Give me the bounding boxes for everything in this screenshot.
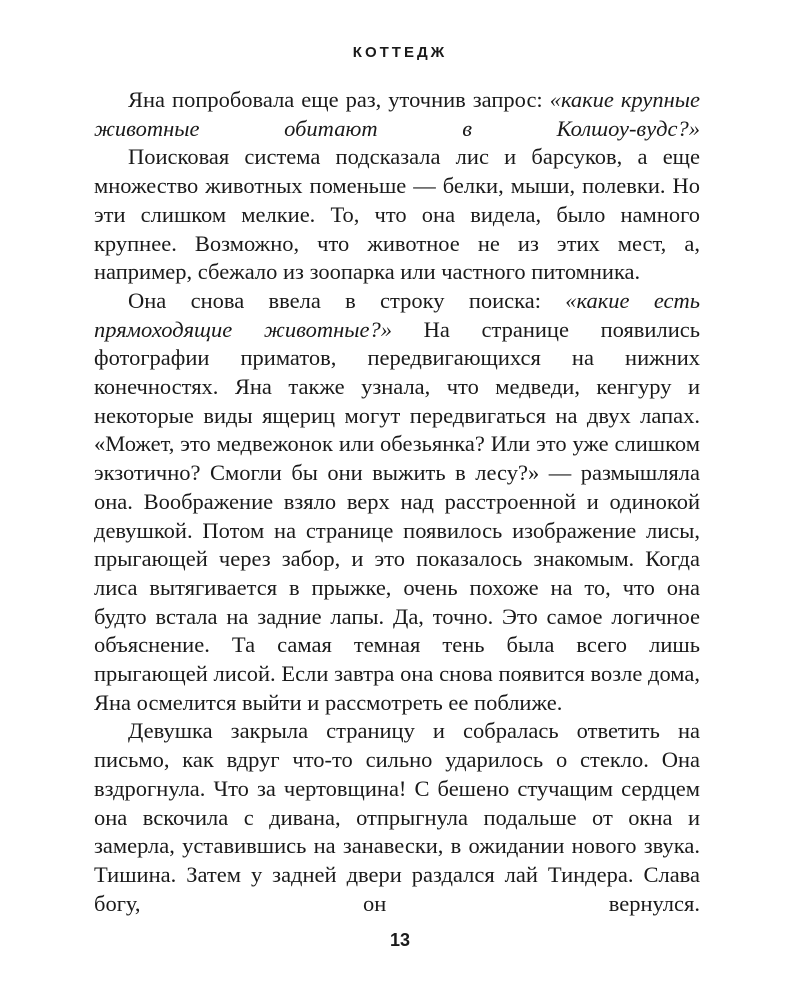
paragraph (94, 86, 700, 143)
italic-query: «какие есть прямоходящие животные?» (94, 287, 700, 342)
paragraph-text: Девушка закрыла страницу и собралась ответить на письмо, как вдруг что-то сильно ударилось о стекло. Она вздрогнула. Что за чертовщина! С бешено стучащим сердцем она вскочила с дивана, отпрыгнула подальше от окна и замерла, уставившись на занавески, в ожидании нового звука. Тишина. Затем у задней двери раздался лай Тиндера. Слава богу, он вернулся. (94, 718, 700, 916)
italic-query: «какие крупные животные обитают в Колшоу-вудс?» (94, 87, 701, 141)
page-number: 13 (389, 930, 411, 950)
paragraph-text: Она снова ввела в строку поиска: (128, 287, 566, 313)
paragraph (94, 287, 700, 718)
paragraph-text: Яна попробовала еще раз, уточнив запрос: (128, 87, 550, 112)
paragraph (94, 717, 700, 918)
running-title: КОТТЕДЖ (352, 44, 448, 61)
paragraph-text: На странице появились фотографии приматов, передвигающихся на нижних конечностях. Яна также узнала, что медведи, кенгуру и некоторые виды ящериц могут передвигаться на двух лапах. «Может, это медвежонок или обезьянка? Или это уже слишком экзотично? Смогли бы они выжить в лесу?» — размышляла она. Воображение взяло верх над расстроенной и одинокой девушкой. Потом на странице появилось изображение лисы, прыгающей через забор, и это показалось знакомым. Когда лиса вытягивается в прыжке, очень похоже на то, что она будто встала на задние лапы. Да, точно. Это самое логичное объяснение. Та самая темная тень была всего лишь прыгающей лисой. Если завтра она снова появится возле дома, Яна осмелится выйти и рассмотреть ее поближе. (94, 316, 700, 715)
paragraph (94, 143, 700, 287)
paragraph-text: Поисковая система подсказала лис и барсуков, а еще множество животных поменьше — белки, мыши, полевки. Но эти слишком мелкие. То, что она видела, было намного крупнее. Возможно, что животное не из этих мест, а, например, сбежало из зоопарка или частного питомника. (94, 144, 700, 285)
body-text (94, 86, 700, 918)
